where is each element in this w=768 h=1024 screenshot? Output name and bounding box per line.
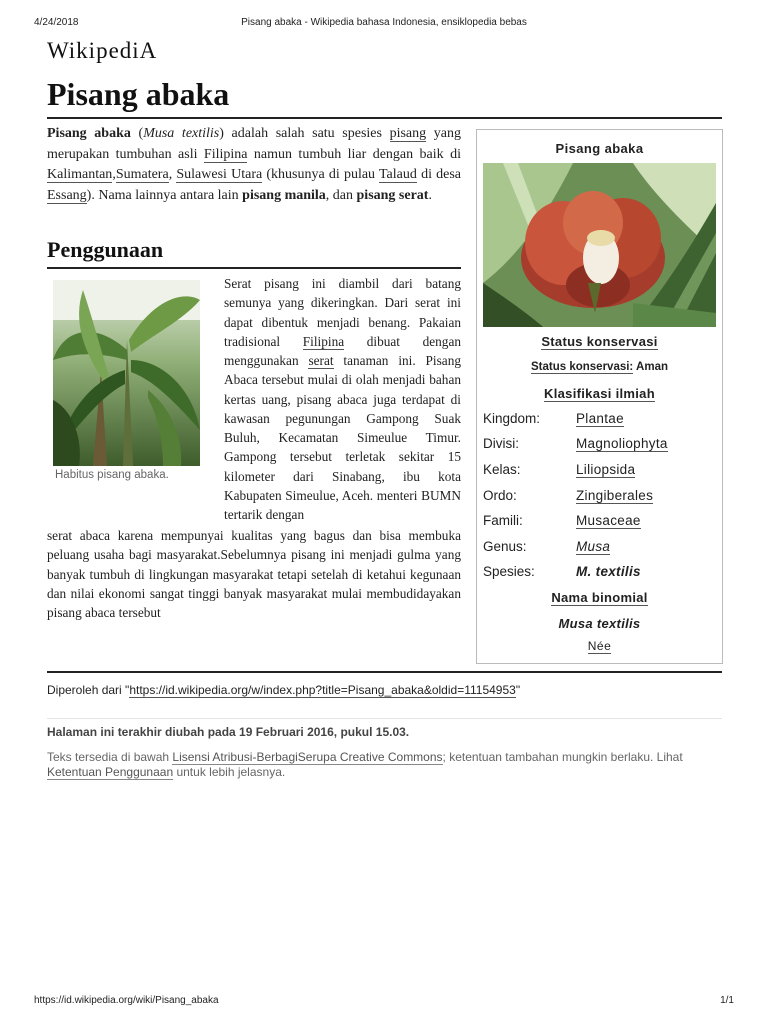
text: . <box>428 187 432 203</box>
print-date: 4/24/2018 <box>34 17 79 28</box>
title-divider <box>47 117 722 119</box>
link-essang[interactable]: Essang <box>47 187 87 203</box>
text: ( <box>130 126 144 141</box>
link-serat[interactable]: serat <box>308 353 334 368</box>
link-sulawesi-utara[interactable]: Sulawesi Utara <box>176 167 263 183</box>
thumbnail-caption: Habitus pisang abaka. <box>55 469 169 481</box>
text: , <box>168 167 177 183</box>
taxonomy-value-link[interactable]: Musaceae <box>576 513 641 528</box>
print-page-title: Pisang abaka - Wikipedia bahasa Indonesia, ensiklopedia bebas <box>241 17 527 28</box>
intro-paragraph <box>47 124 461 206</box>
text: yang merupakan tumbuhan asli <box>47 126 462 162</box>
text: Serat pisang ini diambil dari batang semunya yang dikeringkan. Dari serat ini dapat dibentuk menjadi benang. Pakaian tradisional <box>224 276 461 349</box>
taxonomy-row-genus <box>483 539 718 561</box>
body-paragraph-wrap <box>224 274 461 524</box>
retrieved-from <box>47 683 520 697</box>
text: Diperoleh dari " <box>47 683 130 697</box>
taxonomy-rank: Kelas: <box>483 462 521 477</box>
banana-flower-photo[interactable] <box>483 163 716 327</box>
section-divider <box>47 267 461 269</box>
link-kalimantan[interactable]: Kalimantan <box>47 167 113 183</box>
taxonomy-value-link[interactable]: Zingiberales <box>576 488 654 503</box>
text: tanaman ini. Pisang Abaca tersebut mulai di olah menjadi bahan kertas uang, pisang abaca juga terdapat di kawasan pegunungan Gampong Suak Buluh, Kecamatan Simeulue Timur. Gampong tersebut terletak sekitar 15 kilometer dari Sinabang, ibu kota Kabupaten Simeulue, Aceh. menteri BUMN tertarik dengan <box>224 353 461 522</box>
status-label-link[interactable]: Status konservasi: <box>531 361 634 373</box>
taxonomy-value-link[interactable]: Magnoliophyta <box>576 436 668 451</box>
status-value: Aman <box>633 361 668 373</box>
infobox-binomial-heading <box>477 590 722 605</box>
text: ; ketentuan tambahan mungkin berlaku. Lihat <box>442 750 683 764</box>
bold-term: pisang serat <box>356 187 429 203</box>
text: Teks tersedia di bawah <box>47 750 173 764</box>
infobox-klasifikasi-heading <box>477 386 722 401</box>
text: ). Nama lainnya antara lain <box>86 187 243 203</box>
license-notice <box>47 750 727 780</box>
section-heading: Penggunaan <box>47 237 164 262</box>
taxonomy-rank: Kingdom: <box>483 411 541 426</box>
taxonomy-row-spesies <box>483 564 718 586</box>
binomial-name: Musa textilis <box>558 616 641 631</box>
taxonomy-row-ordo <box>483 488 718 510</box>
text: di desa <box>416 167 462 183</box>
link-filipina[interactable]: Filipina <box>203 146 248 162</box>
taxonomy-value-link[interactable]: Musa <box>576 539 611 554</box>
taxonomy-value-link[interactable]: Liliopsida <box>576 462 636 477</box>
taxonomy-row-divisi <box>483 436 718 458</box>
taxonomy-row-kelas <box>483 462 718 484</box>
bold-term: Pisang abaka <box>47 126 131 141</box>
print-page-number: 1/1 <box>720 995 734 1006</box>
link-pisang[interactable]: pisang <box>389 126 427 141</box>
taxonomy-rank: Famili: <box>483 513 523 528</box>
taxonomy-rank: Ordo: <box>483 488 517 503</box>
taxonomy-rank: Genus: <box>483 539 527 554</box>
conservation-status <box>477 361 722 373</box>
print-url: https://id.wikipedia.org/wiki/Pisang_abaka <box>34 995 219 1006</box>
content-end-divider <box>47 671 722 673</box>
taxonomy-row-kingdom <box>483 411 718 433</box>
text: , <box>112 167 116 183</box>
link-talaud[interactable]: Talaud <box>378 167 417 183</box>
text: (khusunya di pulau <box>262 167 379 183</box>
license-link[interactable]: Lisensi Atribusi-BerbagiSerupa Creative Commons <box>172 750 443 764</box>
status-konservasi-link[interactable]: Status konservasi <box>541 334 658 349</box>
banana-plant-photo[interactable] <box>53 280 200 466</box>
klasifikasi-link[interactable]: Klasifikasi ilmiah <box>544 386 655 401</box>
text: , dan <box>325 187 357 203</box>
taxonomy-value-link[interactable]: Plantae <box>576 411 624 426</box>
page-title: Pisang abaka <box>47 76 230 112</box>
taxonomy-value: M. textilis <box>576 564 641 579</box>
text: " <box>515 683 521 697</box>
body-paragraph-full: serat abaca karena mempunyai kualitas yang bagus dan bisa membuka peluang usaha bagi masyarakat.Sebelumnya pisang ini menjadi gulma yang banyak tumbuh di lingkungan masyarakat tetapi setelah di ketahui kegunaan dan nilai ekonomi sangat tinggi banyak masyarakat mulai membudidayakan pisang abaca tersebut <box>47 528 461 620</box>
infobox-title: Pisang abaka <box>555 141 644 156</box>
text: ) adalah salah satu spesies <box>219 126 390 141</box>
terms-link[interactable]: Ketentuan Penggunaan <box>47 765 174 779</box>
binomial-authority <box>477 639 722 653</box>
taxonomy-rank: Spesies: <box>483 564 535 579</box>
wikipedia-logo[interactable]: WikipediA <box>47 38 158 63</box>
text: dibuat dengan menggunakan <box>224 333 461 368</box>
link-filipina[interactable]: Filipina <box>302 333 345 349</box>
link-sumatera[interactable]: Sumatera <box>115 167 169 183</box>
authority-link[interactable]: Née <box>587 639 612 653</box>
taxonomy-row-famili <box>483 513 718 535</box>
nama-binomial-link[interactable]: Nama binomial <box>551 590 648 605</box>
last-modified: Halaman ini terakhir diubah pada 19 Februari 2016, pukul 15.03. <box>47 725 410 739</box>
taxonomy-rank: Divisi: <box>483 436 519 451</box>
text: untuk lebih jelasnya. <box>173 765 286 779</box>
scientific-name: Musa textilis <box>143 126 220 141</box>
footer-divider <box>47 718 722 719</box>
permanent-link[interactable]: https://id.wikipedia.org/w/index.php?title=Pisang_abaka&oldid=11154953 <box>129 683 516 697</box>
bold-term: pisang manila <box>242 187 326 203</box>
thumbnail <box>47 280 206 481</box>
text: namun tumbuh liar dengan baik di <box>247 146 461 162</box>
infobox-status-heading <box>477 334 722 349</box>
infobox <box>476 129 723 664</box>
